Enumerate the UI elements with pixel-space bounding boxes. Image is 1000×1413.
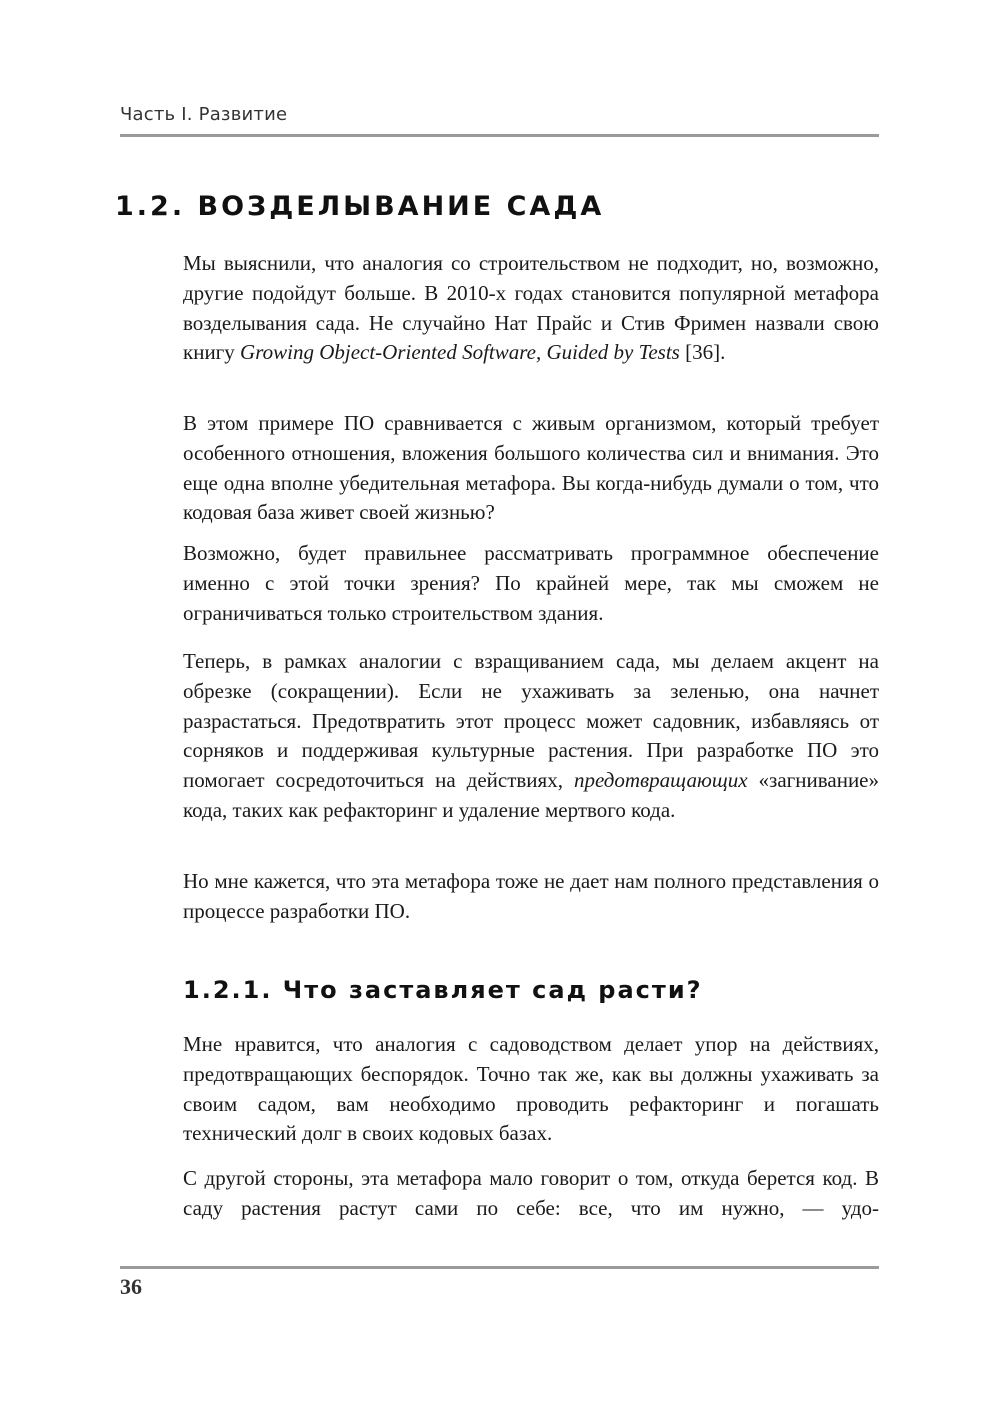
paragraph-text: [36]. [679,340,726,365]
paragraph [183,1030,879,1149]
paragraph-text: Мы выяснили, что аналогия со строительством не подходит, но, возможно, другие подойдут больше. В 2010-х годах становится популярной метафора возделывания сада. Не случайно Нат Прайс и Стив Фримен назвали свою книгу [183,251,879,365]
paragraph-text: С другой стороны, эта метафора мало говорит о том, откуда берется код. В саду растения растут сами по себе: все, что им нужно, — удо- [183,1166,879,1220]
paragraph-text: В этом примере ПО сравнивается с живым организмом, который требует особенного отношения, вложения большого количества сил и внимания. Это еще одна вполне убедительная метафора. Вы когда-нибудь думали о том, что кодовая база живет своей жизнью? [183,411,879,525]
paragraph-text: Но мне кажется, что эта метафора тоже не дает нам полного представления о процессе разработки ПО. [183,869,879,923]
book-title: Growing Object-Oriented Software, Guided by Tests [240,340,680,365]
emphasis-text: предотвращающих [573,768,748,793]
subsection-title: 1.2.1. Что заставляет сад расти? [183,976,703,1004]
paragraph-text: «загнивание» кода, таких как рефакторинг и удаление мертвого кода. [183,768,880,822]
paragraph-text: Теперь, в рамках аналогии с взращиванием сада, мы делаем акцент на обрезке (сокращении). Если не ухаживать за зеленью, она начнет разрастаться. Предотвратить этот процесс может садовник, избавляясь от сорняков и поддерживая культурные растения. При разработке ПО это помогает сосредоточиться на действиях, [183,649,879,793]
paragraph [183,647,879,826]
page-number: 36 [120,1274,142,1299]
paragraph-text: Возможно, будет правильнее рассматривать программное обеспечение именно с этой точки зрения? По крайней мере, так мы сможем не ограничиваться только строительством здания. [183,541,879,625]
paragraph [183,249,879,368]
paragraph-text: Мне нравится, что аналогия с садоводством делает упор на действиях, предотвращающих беспорядок. Точно так же, как вы должны ухаживать за своим садом, вам необходимо проводить рефакторинг и погашать технический долг в своих кодовых базах. [183,1032,879,1146]
paragraph [183,1164,879,1224]
section-title: 1.2. ВОЗДЕЛЫВАНИЕ САДА [115,191,605,222]
footer-divider [120,1266,879,1269]
running-header: Часть I. Развитие [120,104,288,125]
header-divider [120,134,879,137]
paragraph [183,539,879,628]
paragraph [183,409,879,528]
paragraph [183,867,879,927]
